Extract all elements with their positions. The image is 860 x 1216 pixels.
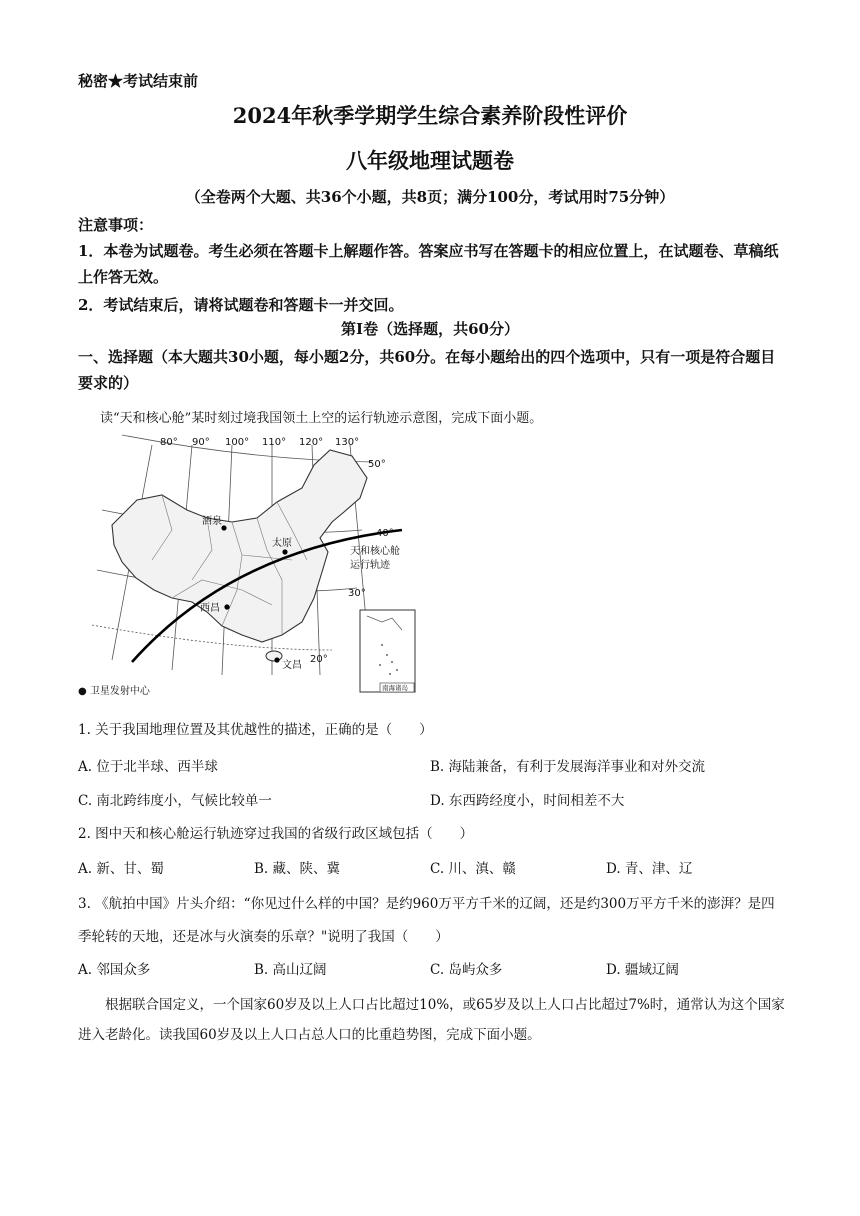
inset-label: 南海诸岛 — [382, 684, 408, 692]
hainan-island — [266, 651, 282, 661]
q2-option-b: B. 藏、陕、冀 — [254, 861, 341, 877]
q3-option-b: B. 高山辽阔 — [254, 962, 327, 978]
q1-option-c: C. 南北跨纬度小，气候比较单一 — [78, 793, 272, 809]
map-legend: ● 卫星发射中心 — [78, 686, 150, 697]
exam-title: 2024年秋季学期学生综合素养阶段性评价 — [232, 103, 628, 128]
part1-title: 第Ⅰ卷（选择题，共60分） — [341, 320, 519, 338]
q1-option-a: A. 位于北半球、西半球 — [78, 759, 218, 775]
q1-option-b: B. 海陆兼备，有利于发展海洋事业和对外交流 — [430, 759, 706, 775]
track-label-2: 运行轨迹 — [350, 560, 390, 571]
q1-option-d: D. 东西跨经度小，时间相差不大 — [430, 793, 625, 809]
city-dot-xichang — [224, 604, 229, 609]
lon-label-120: 120° — [299, 437, 324, 448]
q1-stem: 1. 关于我国地理位置及其优越性的描述，正确的是（ ） — [78, 722, 433, 738]
city-label-taiyuan: 太原 — [272, 538, 292, 549]
south-china-sea-inset — [360, 610, 415, 692]
orbit-map-figure — [92, 430, 427, 700]
q3-stem: 3. 《航拍中国》片头介绍：“你见过什么样的中国？是约960万平方千米的辽阔，还是约300万平方千米的澎湃？是四季轮转的天地，还是冰与火演奏的乐章？"说明了我国（ ） — [78, 896, 775, 945]
q2-option-d: D. 青、津、辽 — [606, 861, 693, 877]
lat-label-30: 30° — [348, 588, 366, 599]
lat-label-20: 20° — [310, 654, 328, 665]
notes-item-1: 1．本卷为试题卷。考生必须在答题卡上解题作答。答案应书写在答题卡的相应位置上，在试题卷、草稿纸上作答无效。 — [78, 242, 779, 286]
q2-option-c: C. 川、滇、赣 — [430, 861, 516, 877]
q2-stem: 2. 图中天和核心舱运行轨迹穿过我国的省级行政区域包括（ ） — [78, 826, 474, 842]
lon-label-100: 100° — [225, 437, 250, 448]
q3-option-c: C. 岛屿众多 — [430, 962, 503, 978]
city-label-xichang: 西昌 — [200, 603, 220, 614]
section-title: 一、选择题（本大题共30小题，每小题2分，共60分。在每小题给出的四个选项中，只有一项是符合题目要求的） — [78, 348, 776, 392]
q3-option-d: D. 疆域辽阔 — [606, 962, 679, 978]
notes-heading: 注意事项： — [78, 216, 154, 234]
aging-intro-paragraph: 根据联合国定义，一个国家60岁及以上人口占比超过10%，或65岁及以上人口占比超过7%时，通常认为这个国家进入老龄化。读我国60岁及以上人口占总人口的比重趋势图，完成下面小题。 — [78, 997, 785, 1043]
city-dot-jiuquan — [221, 525, 226, 530]
exam-info: （全卷两个大题、共36个小题，共8页；满分100分，考试用时75分钟） — [185, 188, 675, 206]
city-label-jiuquan: 酒泉 — [202, 516, 222, 527]
lon-label-90: 90° — [192, 437, 210, 448]
secret-label: 秘密★考试结束前 — [78, 72, 199, 90]
city-dot-taiyuan — [282, 549, 287, 554]
lon-label-110: 110° — [262, 437, 287, 448]
lat-label-40: 40° — [376, 528, 394, 539]
exam-subtitle: 八年级地理试题卷 — [346, 148, 514, 173]
q2-option-a: A. 新、甘、蜀 — [78, 861, 164, 877]
lon-label-80: 80° — [160, 437, 178, 448]
q3-option-a: A. 邻国众多 — [78, 962, 151, 978]
map-intro: 读“天和核心舱”某时刻过境我国领土上空的运行轨迹示意图，完成下面小题。 — [100, 411, 543, 426]
lat-label-50: 50° — [368, 459, 386, 470]
city-dot-wenchang — [274, 657, 279, 662]
track-label-1: 天和核心舱 — [350, 546, 400, 557]
notes-item-2: 2．考试结束后，请将试题卷和答题卡一并交回。 — [78, 296, 404, 314]
lon-label-130: 130° — [335, 437, 360, 448]
city-label-wenchang: 文昌 — [282, 660, 302, 671]
